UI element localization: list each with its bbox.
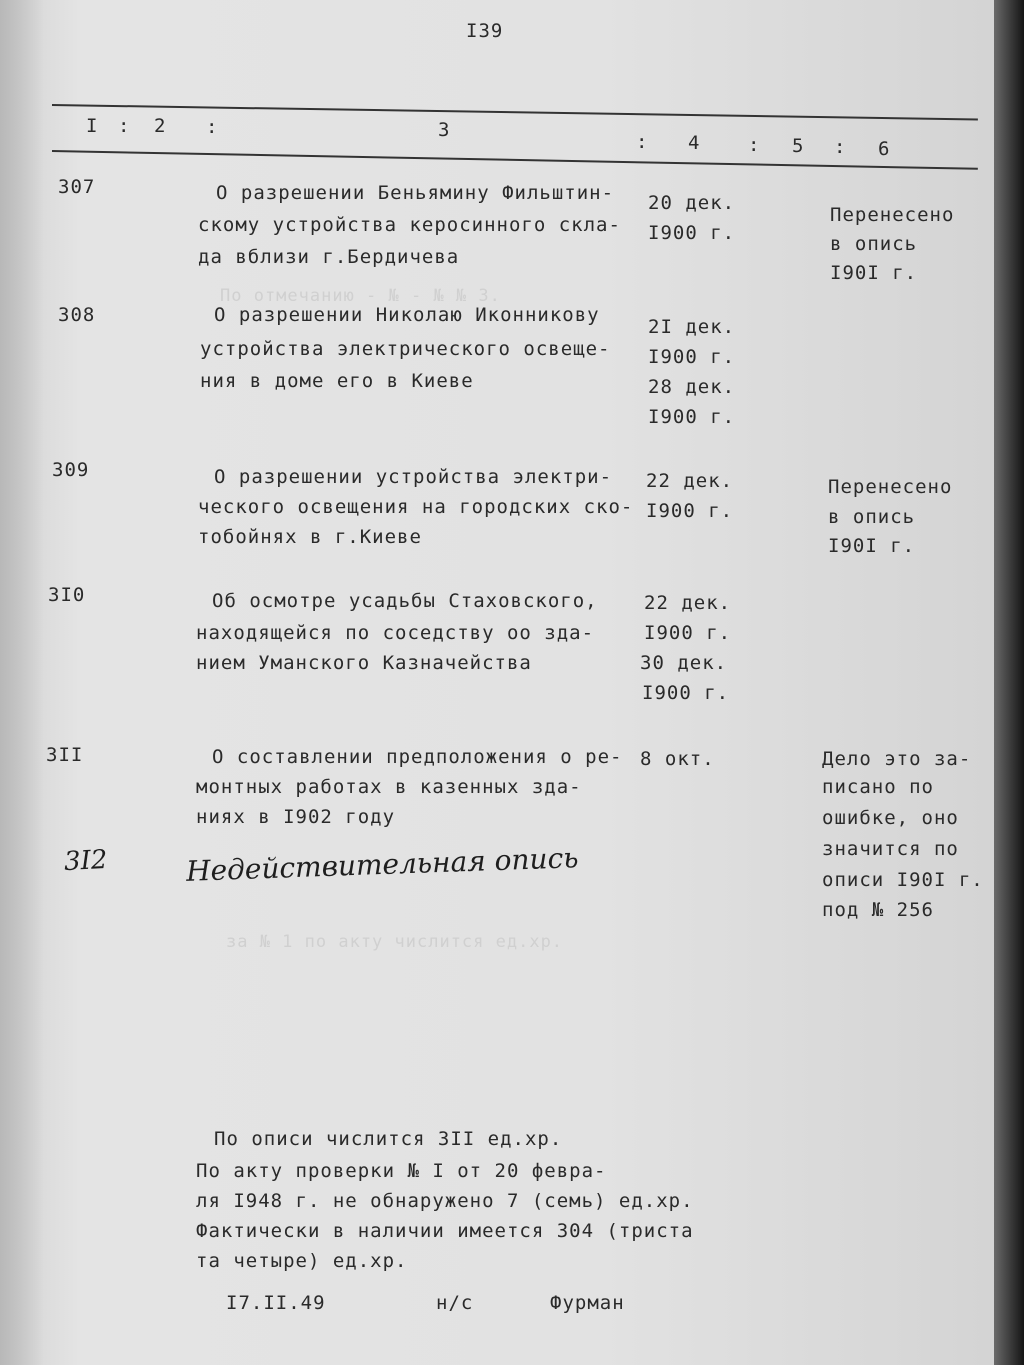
- col-2-label: 2: [154, 115, 167, 137]
- entry-note: в опись: [828, 506, 916, 528]
- entry-title-line: да вблизи г.Бердичева: [198, 246, 460, 268]
- entry-note: Перенесено: [830, 204, 955, 226]
- entry-date: 22 дек.: [644, 592, 732, 614]
- summary-line: ля I948 г. не обнаружено 7 (семь) ед.хр.: [196, 1190, 694, 1212]
- entry-title-line: ния в доме его в Киеве: [200, 370, 474, 392]
- entry-note: значится по: [822, 838, 959, 860]
- col-4-label: 4: [688, 132, 701, 154]
- entry-number: 307: [58, 176, 96, 198]
- entry-date: I900 г.: [644, 622, 732, 644]
- col-5-label: 5: [792, 135, 805, 157]
- entry-date: I900 г.: [642, 682, 730, 704]
- entry-title-line: О разрешении устройства электри-: [214, 466, 613, 488]
- col-1-label: I: [86, 115, 99, 137]
- entry-date: 30 дек.: [640, 652, 728, 674]
- bleed-through-text: По отмечанию - № - № № 3.: [220, 286, 501, 306]
- handwritten-annotation: Недействительная опись: [185, 841, 579, 888]
- entry-number: 3I0: [48, 584, 86, 606]
- entry-title-line: скому устройства керосинного скла-: [198, 214, 621, 236]
- entry-date: 8 окт.: [640, 748, 715, 770]
- entry-date: 2I дек.: [648, 316, 736, 338]
- signature-name: Фурман: [550, 1292, 625, 1314]
- entry-note: ошибке, оно: [822, 807, 959, 829]
- entry-note: описи I90I г.: [822, 869, 984, 891]
- entry-date: 22 дек.: [646, 470, 734, 492]
- entry-note: в опись: [830, 233, 918, 255]
- bleed-through-text: за № 1 по акту числится ед.хр.: [226, 932, 564, 952]
- col-sep-5: :: [834, 136, 847, 158]
- summary-line: та четыре) ед.хр.: [196, 1250, 408, 1272]
- entry-date: 28 дек.: [648, 376, 736, 398]
- entry-title-line: устройства электрического освеще-: [200, 338, 611, 360]
- entry-title-line: Об осмотре усадьбы Стаховского,: [212, 590, 598, 612]
- entry-date: I900 г.: [648, 346, 736, 368]
- scan-dark-edge: [994, 0, 1024, 1365]
- entry-number: 309: [52, 459, 90, 481]
- entry-title-line: находящейся по соседству оо зда-: [196, 622, 595, 644]
- entry-title-line: О разрешении Николаю Иконникову: [214, 304, 600, 326]
- entry-title-line: О разрешении Беньямину Фильштин-: [216, 182, 615, 204]
- entry-note: под № 256: [822, 899, 934, 921]
- col-sep-1: :: [118, 115, 131, 137]
- summary-line: По акту проверки № I от 20 февра-: [196, 1160, 607, 1182]
- header-rule-top: [52, 104, 978, 121]
- page-edge-shadow: [0, 0, 44, 1365]
- entry-title-line: монтных работах в казенных зда-: [196, 776, 582, 798]
- handwritten-number: 3I2: [63, 844, 109, 878]
- entry-date: I900 г.: [648, 222, 736, 244]
- col-sep-4: :: [748, 134, 761, 156]
- entry-date: I900 г.: [646, 500, 734, 522]
- entry-title-line: ниях в I902 году: [196, 806, 396, 828]
- entry-note: Дело это за-: [822, 748, 972, 770]
- entry-title-line: ческого освещения на городских ско-: [198, 496, 634, 518]
- entry-date: 20 дек.: [648, 192, 736, 214]
- summary-line: По описи числится 3II ед.хр.: [214, 1128, 563, 1150]
- col-sep-3: :: [636, 131, 649, 153]
- entry-number: 308: [58, 304, 96, 326]
- col-sep-2: :: [206, 116, 219, 138]
- entry-note: писано по: [822, 776, 934, 798]
- entry-title-line: нием Уманского Казначейства: [196, 652, 532, 674]
- entry-title-line: О составлении предположения о ре-: [212, 746, 623, 768]
- page-number: I39: [466, 20, 504, 42]
- summary-line: Фактически в наличии имеется 304 (триста: [196, 1220, 694, 1242]
- col-3-label: 3: [438, 119, 451, 141]
- entry-note: I90I г.: [828, 535, 916, 557]
- col-6-label: 6: [878, 138, 891, 160]
- entry-note: Перенесено: [828, 476, 953, 498]
- signature-date: I7.II.49: [226, 1292, 326, 1314]
- signature-role: н/с: [436, 1292, 474, 1314]
- entry-date: I900 г.: [648, 406, 736, 428]
- entry-number: 3II: [46, 744, 84, 766]
- entry-note: I90I г.: [830, 262, 918, 284]
- entry-title-line: тобойнях в г.Киеве: [198, 526, 422, 548]
